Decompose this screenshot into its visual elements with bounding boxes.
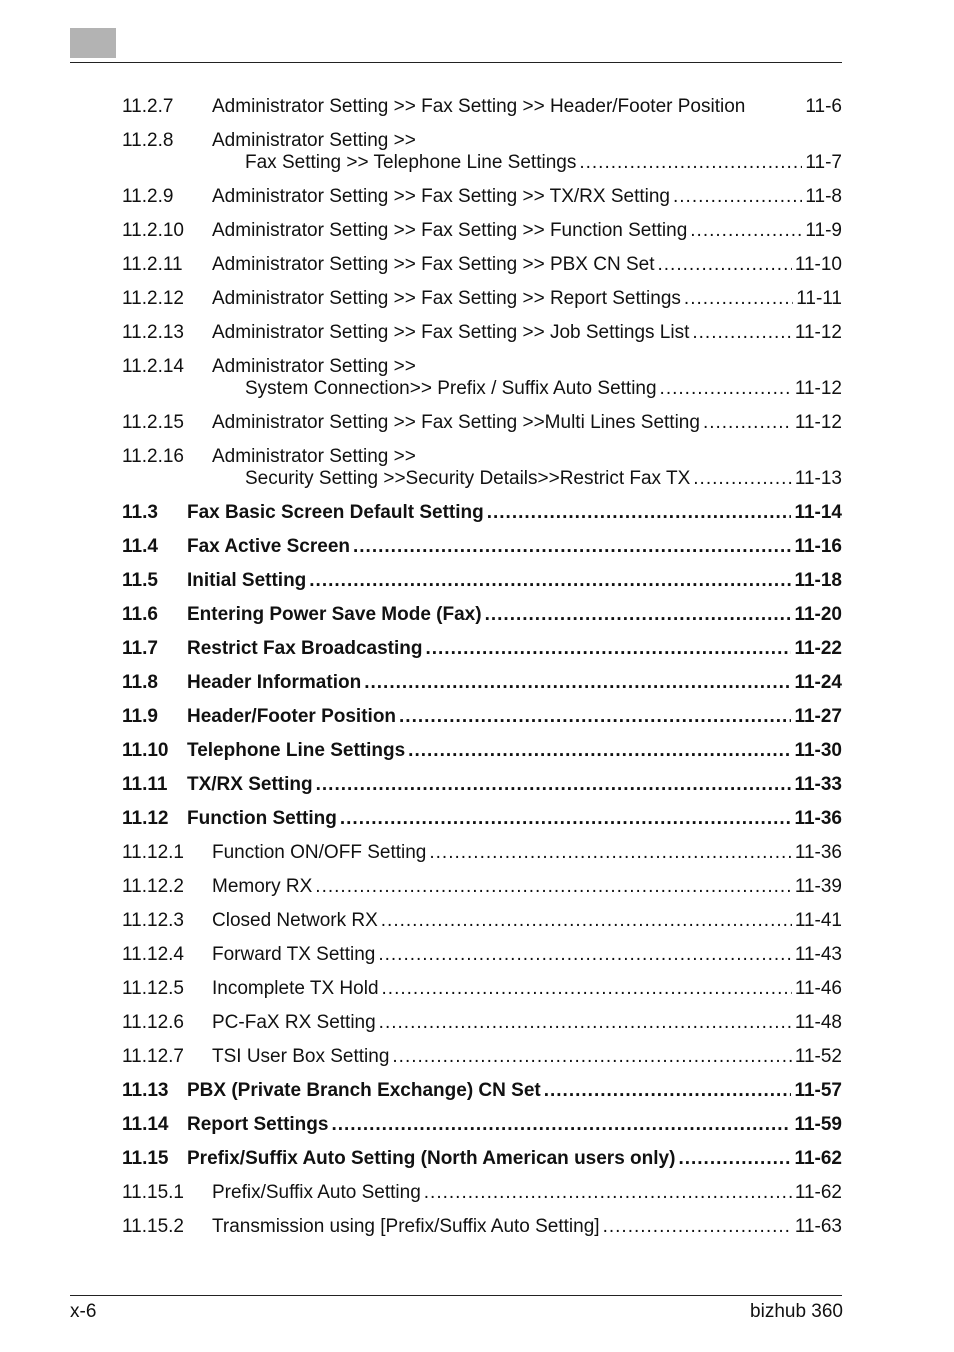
toc-entry[interactable] — [122, 944, 842, 966]
toc-entry[interactable] — [122, 842, 842, 864]
toc-entry-number: 11.10 — [122, 740, 169, 761]
toc-entry-title: Transmission using [Prefix/Suffix Auto Setting] — [212, 1216, 600, 1237]
toc-entry-title: Entering Power Save Mode (Fax) — [187, 604, 482, 625]
toc-entry[interactable] — [122, 570, 842, 592]
toc-entry-number: 11.2.16 — [122, 446, 184, 467]
footer-rule — [70, 1295, 842, 1296]
toc-leader-dots — [690, 220, 802, 242]
toc-entry-title: PBX (Private Branch Exchange) CN Set — [187, 1080, 541, 1101]
toc-entry-title: Initial Setting — [187, 570, 307, 591]
toc-entry-title: Header/Footer Position — [187, 706, 397, 727]
toc-entry-page: 11-62 — [794, 1182, 842, 1203]
toc-entry[interactable] — [122, 604, 842, 626]
toc-entry[interactable] — [122, 808, 842, 830]
toc-leader-dots — [364, 672, 791, 694]
toc-entry-title: Fax Active Screen — [187, 536, 350, 557]
toc-leader-dots — [340, 808, 792, 830]
product-name: bizhub 360 — [750, 1301, 843, 1322]
toc-entry-title: System Connection>> Prefix / Suffix Auto Setting — [245, 378, 657, 399]
toc-entry-page: 11-30 — [794, 740, 842, 761]
toc-entry[interactable] — [122, 502, 842, 524]
toc-entry-page: 11-11 — [796, 288, 842, 309]
toc-entry[interactable] — [122, 220, 842, 242]
toc-entry[interactable] — [122, 672, 842, 694]
toc-entry-number: 11.12.1 — [122, 842, 184, 863]
toc-entry[interactable] — [122, 740, 842, 762]
toc-entry[interactable] — [122, 288, 842, 310]
toc-leader-dots — [331, 1114, 791, 1136]
toc-leader-dots — [660, 378, 792, 400]
toc-entry-number: 11.3 — [122, 502, 158, 523]
toc-leader-dots — [379, 1012, 792, 1034]
toc-entry[interactable] — [122, 322, 842, 344]
toc-leader-dots — [487, 502, 792, 524]
toc-entry-title: Memory RX — [212, 876, 313, 897]
table-of-contents — [122, 96, 842, 1250]
toc-entry-page: 11-41 — [794, 910, 842, 931]
toc-entry-title: Incomplete TX Hold — [212, 978, 379, 999]
toc-entry-page: 11-57 — [794, 1080, 842, 1101]
toc-leader-dots — [692, 322, 791, 344]
toc-entry-title: Administrator Setting >> Fax Setting >>Multi Lines Setting — [212, 412, 700, 433]
toc-entry-number: 11.11 — [122, 774, 168, 795]
toc-entry-title: Fax Basic Screen Default Setting — [187, 502, 484, 523]
toc-entry-title: Administrator Setting >> Fax Setting >> Report Settings — [212, 288, 681, 309]
toc-entry-title: Report Settings — [187, 1114, 329, 1135]
toc-entry-title: Header Information — [187, 672, 362, 693]
toc-entry-number: 11.2.7 — [122, 96, 174, 117]
toc-entry[interactable] — [122, 1216, 842, 1238]
toc-entry-title: Administrator Setting >> Fax Setting >> Header/Footer Position — [212, 96, 746, 117]
toc-entry-number: 11.15.1 — [122, 1182, 184, 1203]
toc-entry-number: 11.9 — [122, 706, 158, 727]
toc-leader-dots — [408, 740, 791, 762]
toc-entry-title: Restrict Fax Broadcasting — [187, 638, 423, 659]
toc-entry[interactable] — [122, 910, 842, 932]
toc-entry-page: 11-43 — [794, 944, 842, 965]
toc-entry-number: 11.4 — [122, 536, 158, 557]
toc-entry[interactable] — [122, 130, 842, 174]
toc-entry-number: 11.2.13 — [122, 322, 184, 343]
toc-entry[interactable] — [122, 1012, 842, 1034]
toc-leader-dots — [425, 638, 791, 660]
toc-entry[interactable] — [122, 876, 842, 898]
toc-entry-page: 11-62 — [794, 1148, 842, 1169]
toc-leader-dots — [703, 412, 792, 434]
toc-entry-number: 11.5 — [122, 570, 158, 591]
toc-entry-number: 11.14 — [122, 1114, 169, 1135]
toc-entry-number: 11.2.8 — [122, 130, 174, 151]
toc-entry-number: 11.15 — [122, 1148, 169, 1169]
toc-entry-number: 11.12.6 — [122, 1012, 184, 1033]
toc-entry-page: 11-52 — [794, 1046, 842, 1067]
toc-entry-number: 11.2.12 — [122, 288, 184, 309]
toc-entry-page: 11-22 — [794, 638, 842, 659]
toc-entry-title: Administrator Setting >> Fax Setting >> Job Settings List — [212, 322, 690, 343]
toc-entry-number: 11.2.11 — [122, 254, 183, 275]
toc-leader-dots — [381, 910, 792, 932]
toc-leader-dots — [673, 186, 802, 208]
toc-entry[interactable] — [122, 638, 842, 660]
toc-entry-number: 11.12 — [122, 808, 169, 829]
page-number: x-6 — [70, 1301, 97, 1322]
toc-entry-page: 11-8 — [805, 186, 842, 207]
toc-leader-dots — [316, 774, 792, 796]
toc-entry[interactable] — [122, 706, 842, 728]
toc-entry-page: 11-9 — [805, 220, 842, 241]
toc-leader-dots — [658, 254, 792, 276]
toc-leader-dots — [399, 706, 791, 728]
toc-entry-number: 11.13 — [122, 1080, 169, 1101]
toc-entry[interactable] — [122, 978, 842, 1000]
toc-entry-page: 11-12 — [794, 322, 842, 343]
toc-entry-number: 11.12.7 — [122, 1046, 184, 1067]
toc-entry-title: Fax Setting >> Telephone Line Settings — [245, 152, 577, 173]
toc-entry-title: Telephone Line Settings — [187, 740, 406, 761]
toc-entry-title: TX/RX Setting — [187, 774, 313, 795]
toc-entry-title: Prefix/Suffix Auto Setting — [212, 1182, 421, 1203]
toc-leader-dots — [579, 152, 802, 174]
toc-leader-dots — [684, 288, 793, 310]
toc-entry-page: 11-33 — [794, 774, 842, 795]
toc-entry-title: TSI User Box Setting — [212, 1046, 390, 1067]
toc-entry[interactable] — [122, 1182, 842, 1204]
toc-entry-title: Closed Network RX — [212, 910, 378, 931]
toc-entry[interactable] — [122, 356, 842, 400]
toc-entry-page: 11-18 — [794, 570, 842, 591]
toc-entry-number: 11.15.2 — [122, 1216, 184, 1237]
toc-entry-title: Forward TX Setting — [212, 944, 376, 965]
header-rule — [70, 62, 842, 63]
toc-entry-number: 11.6 — [122, 604, 158, 625]
toc-entry-page: 11-13 — [794, 468, 842, 489]
toc-entry-page: 11-24 — [794, 672, 842, 693]
toc-leader-dots — [603, 1216, 792, 1238]
toc-entry-page: 11-36 — [794, 808, 842, 829]
toc-entry-title-lead: Administrator Setting >> — [212, 130, 416, 151]
toc-entry-page: 11-7 — [805, 152, 842, 173]
toc-entry-page: 11-12 — [794, 412, 842, 433]
toc-leader-dots — [353, 536, 791, 558]
toc-entry-page: 11-63 — [794, 1216, 842, 1237]
toc-entry-number: 11.2.14 — [122, 356, 184, 377]
toc-entry-number: 11.2.15 — [122, 412, 184, 433]
toc-entry-number: 11.12.3 — [122, 910, 184, 931]
toc-entry-page: 11-12 — [794, 378, 842, 399]
toc-entry[interactable] — [122, 254, 842, 276]
toc-entry-page: 11-6 — [805, 96, 842, 117]
toc-entry-page: 11-59 — [794, 1114, 842, 1135]
toc-entry[interactable] — [122, 1080, 842, 1102]
toc-entry-title-lead: Administrator Setting >> — [212, 446, 416, 467]
toc-leader-dots — [392, 1046, 791, 1068]
toc-entry-number: 11.12.5 — [122, 978, 184, 999]
toc-entry[interactable] — [122, 96, 842, 118]
toc-entry[interactable] — [122, 186, 842, 208]
toc-entry-number: 11.8 — [122, 672, 158, 693]
toc-entry-number: 11.7 — [122, 638, 158, 659]
toc-entry-title: Security Setting >>Security Details>>Restrict Fax TX — [245, 468, 691, 489]
toc-entry-title: Administrator Setting >> Fax Setting >> PBX CN Set — [212, 254, 655, 275]
toc-leader-dots — [315, 876, 792, 898]
toc-entry[interactable] — [122, 446, 842, 490]
toc-entry[interactable] — [122, 1114, 842, 1136]
toc-entry[interactable] — [122, 774, 842, 796]
toc-entry-title: Administrator Setting >> Fax Setting >> Function Setting — [212, 220, 688, 241]
toc-entry-number: 11.2.10 — [122, 220, 184, 241]
toc-entry-title: Prefix/Suffix Auto Setting (North American users only) — [187, 1148, 676, 1169]
toc-entry-title: Function ON/OFF Setting — [212, 842, 427, 863]
toc-entry-number: 11.12.4 — [122, 944, 184, 965]
toc-leader-dots — [544, 1080, 792, 1102]
toc-entry-number: 11.2.9 — [122, 186, 174, 207]
toc-leader-dots — [429, 842, 791, 864]
toc-leader-dots — [378, 944, 791, 966]
toc-entry-page: 11-10 — [794, 254, 842, 275]
toc-leader-dots — [424, 1182, 792, 1204]
toc-entry-page: 11-48 — [794, 1012, 842, 1033]
toc-entry-page: 11-27 — [794, 706, 842, 727]
toc-entry[interactable] — [122, 1148, 842, 1170]
toc-entry[interactable] — [122, 412, 842, 434]
toc-leader-dots — [693, 468, 792, 490]
chapter-tab-marker — [70, 28, 116, 58]
toc-entry[interactable] — [122, 1046, 842, 1068]
toc-entry-page: 11-46 — [794, 978, 842, 999]
toc-entry-title: Administrator Setting >> Fax Setting >> TX/RX Setting — [212, 186, 670, 207]
toc-entry-number: 11.12.2 — [122, 876, 184, 897]
toc-entry-page: 11-39 — [794, 876, 842, 897]
toc-entry-page: 11-36 — [794, 842, 842, 863]
toc-leader-dots — [309, 570, 791, 592]
toc-entry-title: Function Setting — [187, 808, 337, 829]
toc-entry-page: 11-16 — [794, 536, 842, 557]
toc-entry-page: 11-14 — [794, 502, 842, 523]
toc-leader-dots — [678, 1148, 791, 1170]
toc-entry[interactable] — [122, 536, 842, 558]
toc-entry-title-lead: Administrator Setting >> — [212, 356, 416, 377]
toc-entry-page: 11-20 — [794, 604, 842, 625]
toc-entry-title: PC-FaX RX Setting — [212, 1012, 376, 1033]
toc-leader-dots — [485, 604, 792, 626]
toc-leader-dots — [382, 978, 792, 1000]
